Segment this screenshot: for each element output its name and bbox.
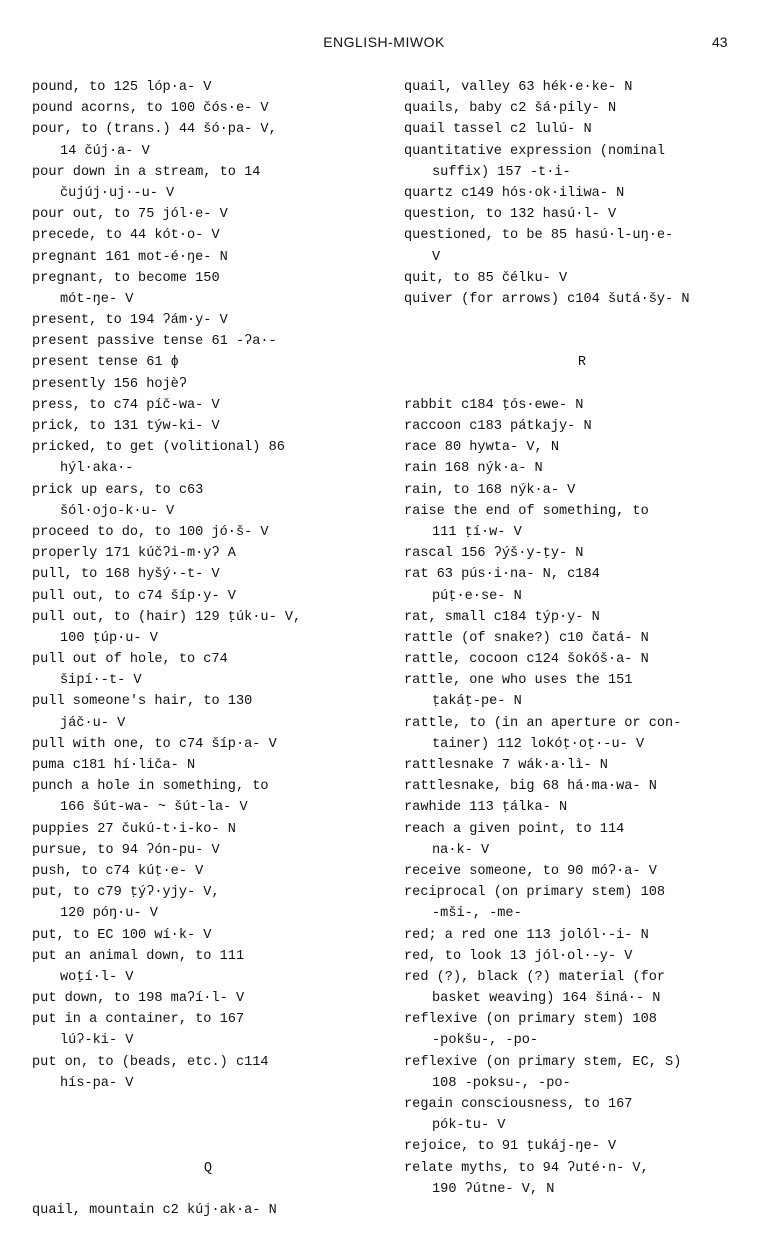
entry-continuation-line: 111 ṭí·w- V — [432, 524, 522, 540]
entry-line: pour down in a stream, to 14 — [32, 164, 261, 180]
blank-line — [404, 331, 760, 352]
entry-line: rattlesnake, big 68 há·ma·wa- N — [404, 779, 657, 795]
entry-line: put down, to 198 maʔí·l- V — [32, 991, 245, 1007]
blank-line — [404, 374, 760, 395]
entry-line: present, to 194 ʔám·y- V — [32, 313, 228, 329]
entry-continuation-line: jáč·u- V — [60, 715, 126, 731]
entry-continuation-line: suffix) 157 -t·i- — [432, 164, 571, 180]
entry-line: pour out, to 75 jól·e- V — [32, 207, 228, 223]
blank-line — [32, 1179, 384, 1200]
entry-continuation-line: na·k- V — [432, 842, 490, 858]
entry-line: question, to 132 hasú·l- V — [404, 207, 617, 223]
entry-line: quail, valley 63 hék·e·ke- N — [404, 80, 633, 95]
entry-line: rattle (of snake?) c10 čatá- N — [404, 630, 649, 646]
entry-line: put, to EC 100 wí·k- V — [32, 927, 212, 943]
entry-line: quantitative expression (nominal — [404, 143, 666, 159]
entry-line: prick up ears, to c63 — [32, 482, 204, 498]
entry-line: reciprocal (on primary stem) 108 — [404, 885, 666, 901]
entry-line: pricked, to get (volitional) 86 — [32, 440, 285, 456]
entry-line: quails, baby c2 šá·pily- N — [404, 101, 617, 117]
blank-line — [32, 1115, 384, 1136]
entry-line: rat 63 pús·i·na- N, c184 — [404, 567, 600, 583]
left-column — [32, 77, 384, 1221]
entry-line: pull out, to (hair) 129 ṭúk·u- V, — [32, 609, 302, 625]
entry-line: put an animal down, to 111 — [32, 948, 245, 964]
entry-line: pull someone's hair, to 130 — [32, 694, 253, 710]
section-letter-heading: R — [577, 355, 587, 371]
entry-line: proceed to do, to 100 jó·š- V — [32, 524, 269, 540]
entry-line: pound acorns, to 100 čós·e- V — [32, 101, 269, 117]
entry-line: quail tassel c2 lulú- N — [404, 122, 592, 138]
entry-continuation-line: púṭ·e·se- N — [432, 588, 522, 604]
entry-continuation-line: tainer) 112 lokóṭ·oṭ·-u- V — [432, 736, 645, 752]
entry-line: put, to c79 ṭýʔ·yjy- V, — [32, 885, 220, 901]
entry-continuation-line: mót-ŋe- V — [60, 291, 134, 307]
entry-line: pull out, to c74 šíp·y- V — [32, 588, 236, 604]
entry-continuation-line: 120 póŋ·u- V — [60, 906, 158, 922]
entry-line: regain consciousness, to 167 — [404, 1097, 633, 1112]
entry-line: rattle, one who uses the 151 — [404, 673, 633, 689]
entry-line: reflexive (on primary stem) 108 — [404, 1012, 657, 1028]
entry-line: precede, to 44 kót·o- V — [32, 228, 220, 244]
entry-line: prick, to 131 týw-ki- V — [32, 419, 220, 434]
entry-continuation-line: šól·ojo-k·u- V — [60, 503, 175, 519]
entry-line: pound, to 125 lóp·a- V — [32, 80, 212, 95]
entry-line: reach a given point, to 114 — [404, 821, 625, 837]
entry-line: punch a hole in something, to — [32, 779, 269, 795]
entry-line: pregnant, to become 150 — [32, 270, 220, 286]
entry-line: reflexive (on primary stem, EC, S) — [404, 1054, 682, 1070]
entry-line: presently 156 hojèʔ — [32, 376, 187, 392]
entry-line: pregnant 161 mot-é·ŋe- N — [32, 249, 228, 265]
blank-line — [32, 1136, 384, 1157]
entry-line: pull, to 168 hyšý·-t- V — [32, 567, 220, 583]
entry-continuation-line: pók-tu- V — [432, 1118, 506, 1134]
entry-line: red, to look 13 jól·ol·-y- V — [404, 948, 633, 964]
entry-line: rat, small c184 týp·y- N — [404, 609, 600, 625]
page-number: 43 — [712, 34, 728, 50]
entry-continuation-line: lúʔ-ki- V — [60, 1033, 134, 1049]
entry-line: pull with one, to c74 šíp·a- V — [32, 736, 277, 752]
entry-line: red; a red one 113 jolól·-i- N — [404, 927, 649, 943]
entry-continuation-line: V — [432, 249, 441, 265]
entry-line: push, to c74 kúṭ·e- V — [32, 863, 204, 879]
entry-continuation-line: 14 čúj·a- V — [60, 143, 150, 159]
entry-line: puma c181 hí·liča- N — [32, 758, 196, 773]
entry-continuation-line: -mši-, -me- — [432, 906, 522, 922]
right-column — [404, 77, 760, 1200]
entry-line: race 80 hywta- V, N — [404, 440, 559, 456]
entry-line: rawhide 113 ṭálka- N — [404, 800, 568, 816]
entry-line: press, to c74 píč-wa- V — [32, 397, 220, 413]
blank-line — [32, 1094, 384, 1115]
entry-line: rattle, cocoon c124 šokóš·a- N — [404, 652, 649, 668]
blank-line — [404, 310, 760, 331]
entry-continuation-line: 166 šút-wa- ~ šút-la- V — [60, 800, 248, 816]
entry-line: questioned, to be 85 hasú·l-uŋ·e- — [404, 228, 674, 244]
entry-continuation-line: šipí·-t- V — [60, 673, 142, 689]
entry-continuation-line: hýl·aka·- — [60, 461, 134, 477]
entry-line: receive someone, to 90 móʔ·a- V — [404, 863, 657, 879]
entry-line: quail, mountain c2 kúj·ak·a- N — [32, 1202, 277, 1218]
entry-line: pull out of hole, to c74 — [32, 652, 228, 668]
entry-continuation-line: hís-pa- V — [60, 1075, 134, 1091]
entry-line: red (?), black (?) material (for — [404, 969, 666, 985]
section-letter-heading: Q — [203, 1160, 213, 1176]
entry-line: put in a container, to 167 — [32, 1012, 245, 1028]
entry-continuation-line: ṭakáṭ-pe- N — [432, 694, 522, 710]
entry-line: rascal 156 ʔýš·y-ṭy- N — [404, 546, 584, 562]
entry-continuation-line: čujúj·uj·-u- V — [60, 185, 175, 201]
entry-line: pour, to (trans.) 44 šó·pa- V, — [32, 122, 277, 138]
entry-continuation-line: 190 ʔútne- V, N — [432, 1181, 555, 1197]
entry-line: rabbit c184 ṭós·ewe- N — [404, 397, 584, 413]
entry-line: rattle, to (in an aperture or con- — [404, 715, 682, 731]
entry-line: present tense 61 ϕ — [32, 355, 179, 371]
entry-line: present passive tense 61 -ʔa·- — [32, 334, 277, 350]
entry-line: quartz c149 hós·ok·iliwa- N — [404, 185, 625, 201]
entry-continuation-line: basket weaving) 164 šiná·- N — [432, 991, 661, 1007]
entry-line: rain, to 168 nýk·a- V — [404, 482, 576, 498]
entry-continuation-line: woṭí·l- V — [60, 969, 134, 985]
entry-continuation-line: 100 ṭúp·u- V — [60, 630, 158, 646]
entry-continuation-line: -pokšu-, -po- — [432, 1033, 539, 1049]
entry-continuation-line: 108 -poksu-, -po- — [432, 1075, 571, 1091]
entry-line: rattlesnake 7 wák·a·lì- N — [404, 758, 608, 773]
entry-line: raccoon c183 pátkajy- N — [404, 419, 592, 434]
running-header-title: ENGLISH-MIWOK — [323, 34, 445, 50]
entry-line: properly 171 kúčʔi-m·yʔ A — [32, 546, 236, 562]
entry-line: pursue, to 94 ʔón-pu- V — [32, 842, 220, 858]
entry-line: relate myths, to 94 ʔuté·n- V, — [404, 1160, 649, 1176]
entry-line: quit, to 85 čélku- V — [404, 270, 568, 286]
entry-line: quiver (for arrows) c104 šutá·šy- N — [404, 291, 690, 307]
entry-line: rain 168 nýk·a- N — [404, 461, 543, 477]
entry-line: raise the end of something, to — [404, 503, 649, 519]
entry-line: rejoice, to 91 ṭukáj-ŋe- V — [404, 1139, 617, 1155]
entry-line: puppies 27 čukú-t·i-ko- N — [32, 821, 236, 837]
entry-line: put on, to (beads, etc.) c114 — [32, 1054, 269, 1070]
